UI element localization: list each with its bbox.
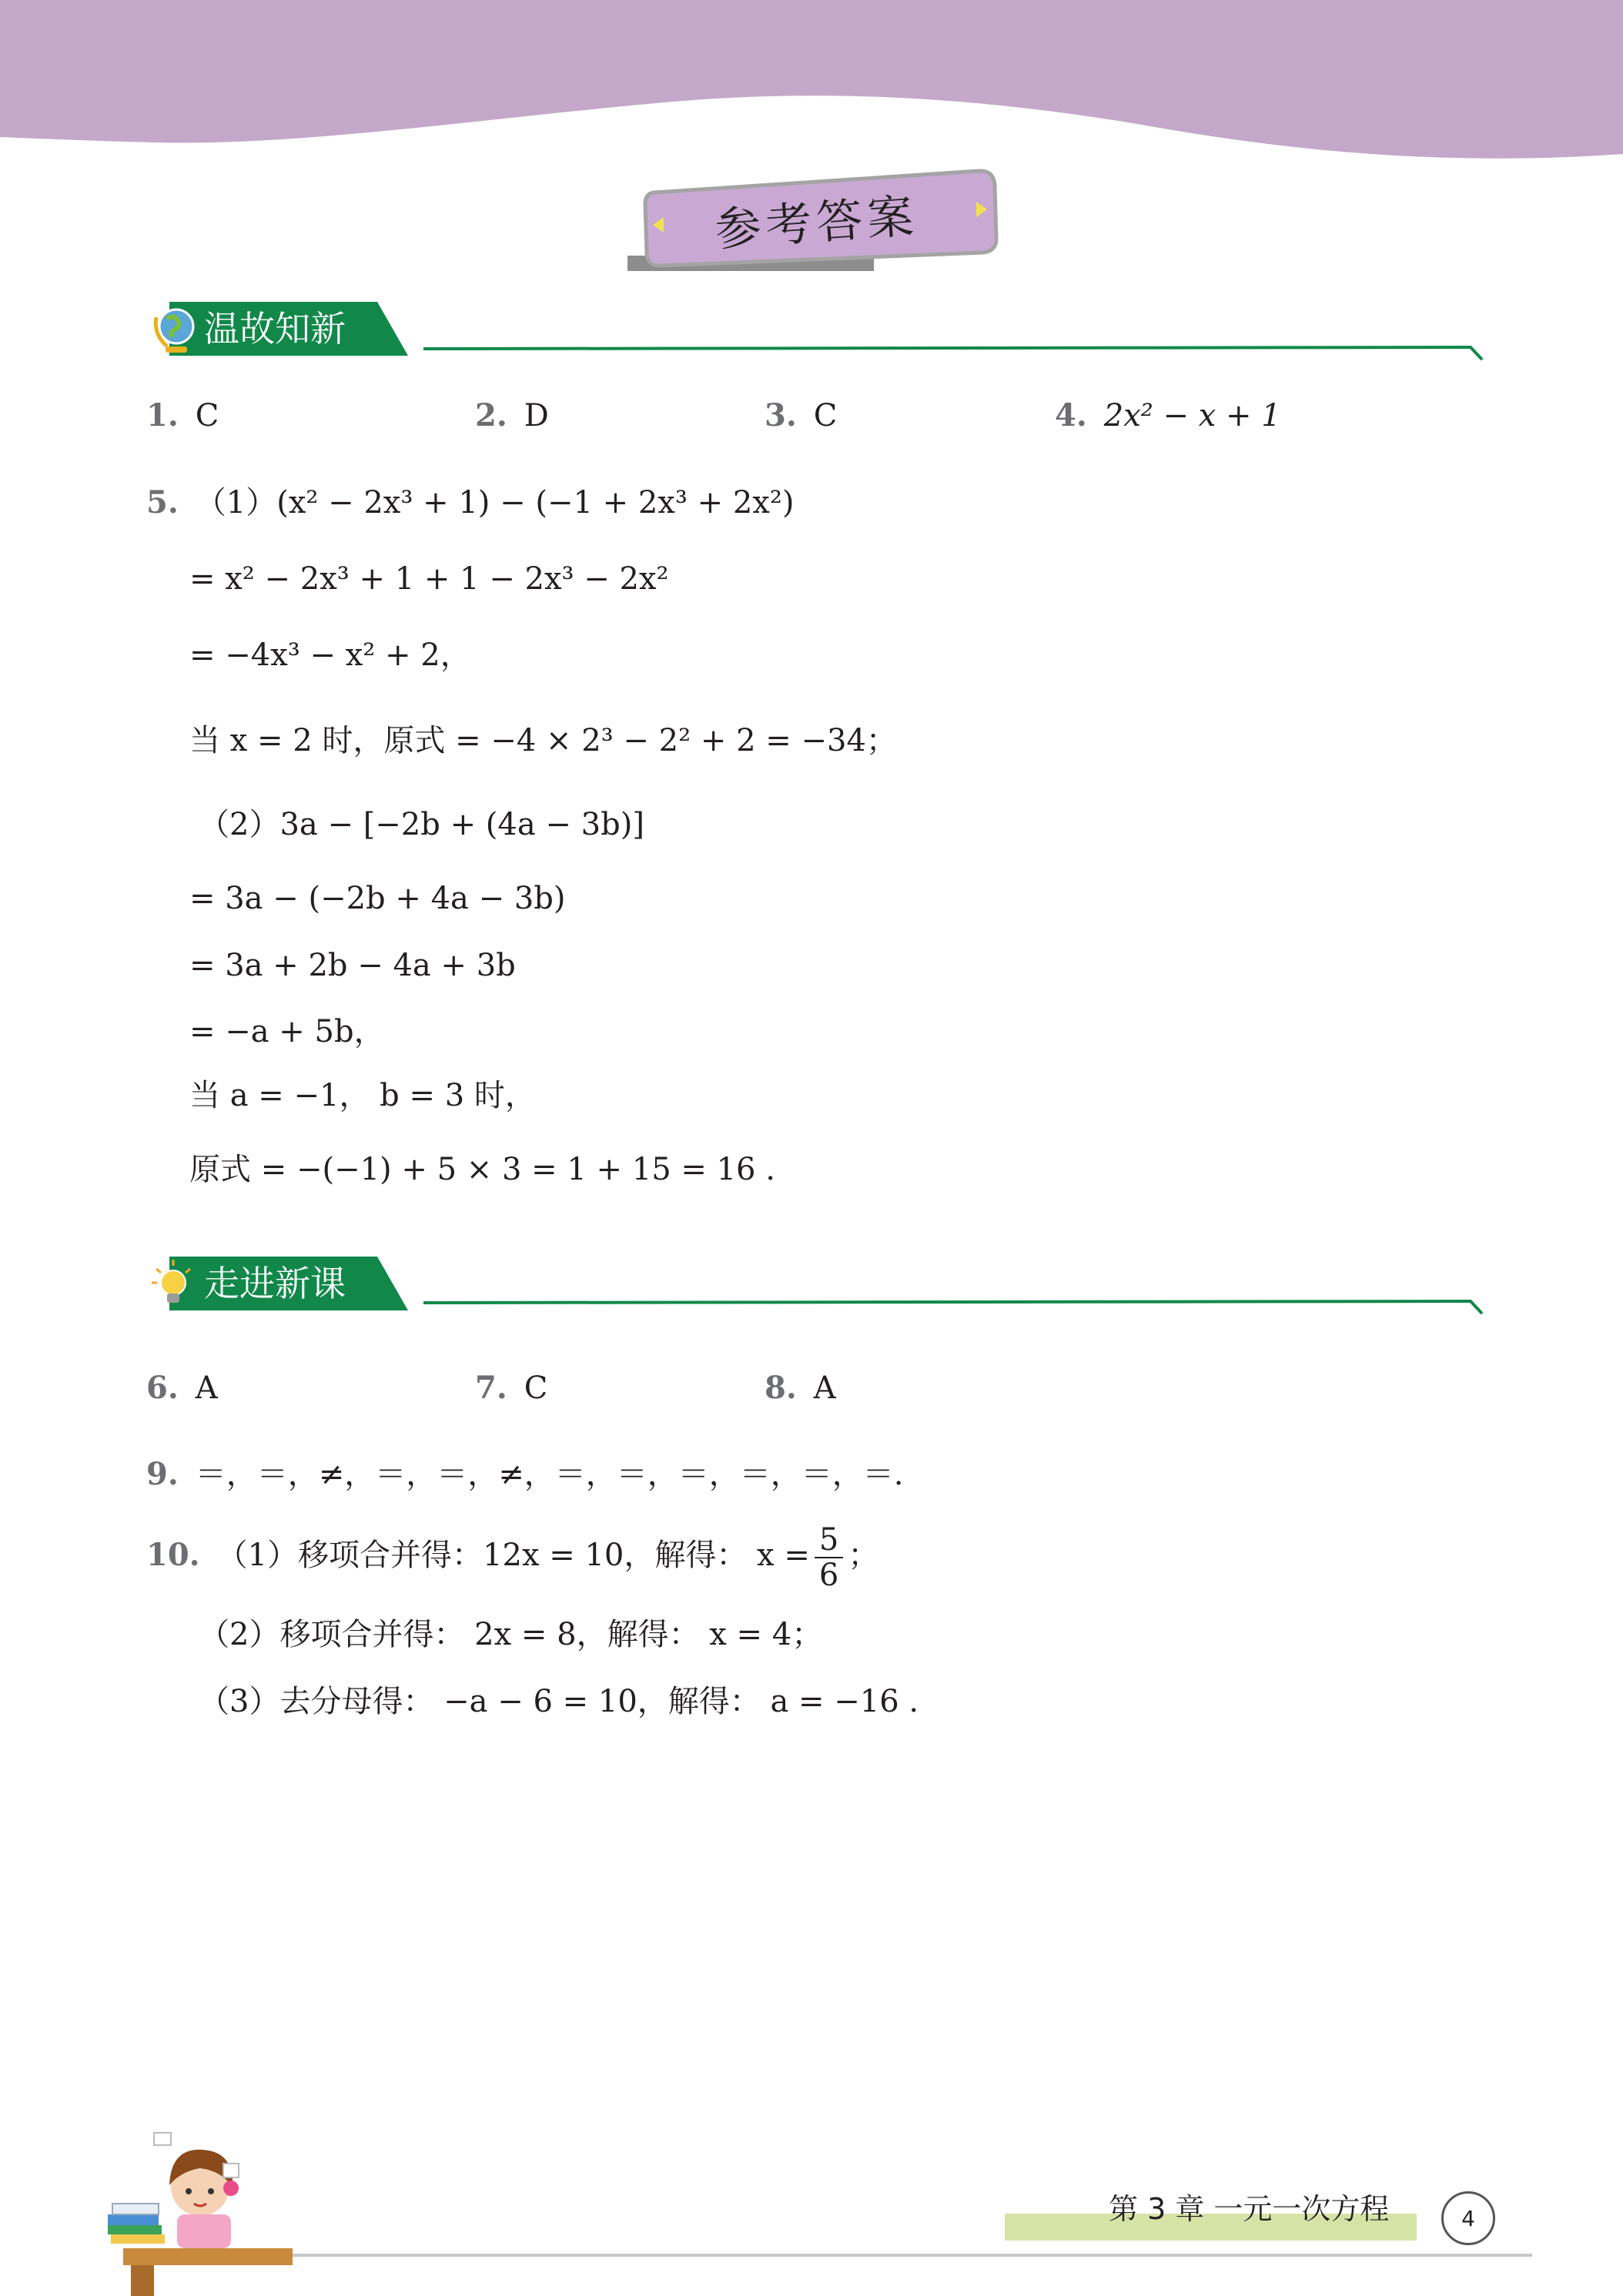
- answer-value: ＝，＝，≠，＝，＝，≠，＝，＝，＝，＝，＝，＝.: [195, 1457, 904, 1492]
- question-number: 5.: [146, 484, 179, 520]
- answer-q5-part1-header: [146, 484, 795, 522]
- question-number: 9.: [146, 1456, 179, 1492]
- answer-value: A: [195, 1371, 218, 1406]
- answer-value: C: [524, 1371, 548, 1406]
- section-label: 走进新课: [204, 1263, 346, 1304]
- question-number: 6.: [146, 1370, 179, 1406]
- solution-line: 当 x = 2 时，原式 = −4 × 2³ − 2² + 2 = −34；: [189, 723, 897, 758]
- question-number: 8.: [765, 1370, 797, 1406]
- student-mascot-illustration: [108, 2117, 316, 2296]
- answer-q2: [475, 397, 549, 435]
- fraction-denominator: 6: [818, 1558, 839, 1593]
- solution-line: 原式 = −(−1) + 5 × 3 = 1 + 15 = 16 .: [189, 1152, 775, 1187]
- question-number: 4.: [1055, 397, 1087, 433]
- section-rule: [423, 317, 1486, 363]
- answer-q8: [765, 1369, 836, 1407]
- answer-q9: [146, 1455, 904, 1494]
- answer-value: A: [813, 1371, 836, 1406]
- section-label: 温故知新: [204, 308, 346, 350]
- solution-line: 当 a = −1， b = 3 时，: [189, 1078, 536, 1113]
- answer-q10-part2: （2）移项合并得： 2x = 8，解得： x = 4；: [199, 1617, 823, 1652]
- solution-text: （1）移项合并得：12x = 10，解得： x =: [216, 1538, 810, 1573]
- page-number: 4: [1441, 2191, 1495, 2245]
- section-header-review: [146, 302, 1478, 356]
- lightbulb-icon: [150, 1258, 198, 1309]
- answer-q10-part1: [146, 1523, 878, 1592]
- solution-line: （1）(x² − 2x³ + 1) − (−1 + 2x³ + 2x²): [195, 485, 795, 520]
- solution-line: = 3a + 2b − 4a + 3b: [189, 948, 516, 983]
- top-wave-banner: [0, 0, 1623, 177]
- question-number: 7.: [475, 1370, 507, 1406]
- question-number: 10.: [146, 1537, 200, 1573]
- footer-rule: [293, 2254, 1532, 2257]
- answer-q3: [765, 397, 837, 435]
- answer-q10-part3: （3）去分母得： −a − 6 = 10，解得： a = −16 .: [199, 1684, 919, 1719]
- section-header-new-lesson: [146, 1257, 1478, 1310]
- answer-value: D: [524, 398, 549, 433]
- page-title: 参考答案: [713, 189, 920, 258]
- section-rule: [423, 1272, 1486, 1318]
- solution-line: = 3a − (−2b + 4a − 3b): [189, 881, 566, 916]
- solution-line: = x² − 2x³ + 1 + 1 − 2x³ − 2x²: [189, 561, 669, 597]
- question-number: 2.: [475, 397, 507, 433]
- solution-line: = −a + 5b，: [189, 1014, 385, 1049]
- fraction-numerator: 5: [815, 1523, 843, 1558]
- question-number: 1.: [146, 397, 179, 433]
- answer-q6: [146, 1369, 218, 1407]
- chapter-title: 第 3 章 一元一次方程: [1109, 2192, 1390, 2226]
- answer-q1: [146, 397, 219, 435]
- question-number: 3.: [765, 397, 797, 433]
- answer-value: 2x² − x + 1: [1103, 398, 1281, 433]
- answer-q4: [1055, 397, 1281, 435]
- answer-value: C: [195, 398, 219, 433]
- fraction: [815, 1523, 843, 1592]
- answer-value: C: [813, 398, 838, 433]
- answer-q7: [475, 1369, 547, 1407]
- solution-text: ；: [848, 1538, 879, 1573]
- solution-line: （2）3a − [−2b + (4a − 3b)]: [199, 807, 644, 842]
- solution-line: = −4x³ − x² + 2，: [189, 638, 471, 673]
- globe-icon: [150, 303, 198, 354]
